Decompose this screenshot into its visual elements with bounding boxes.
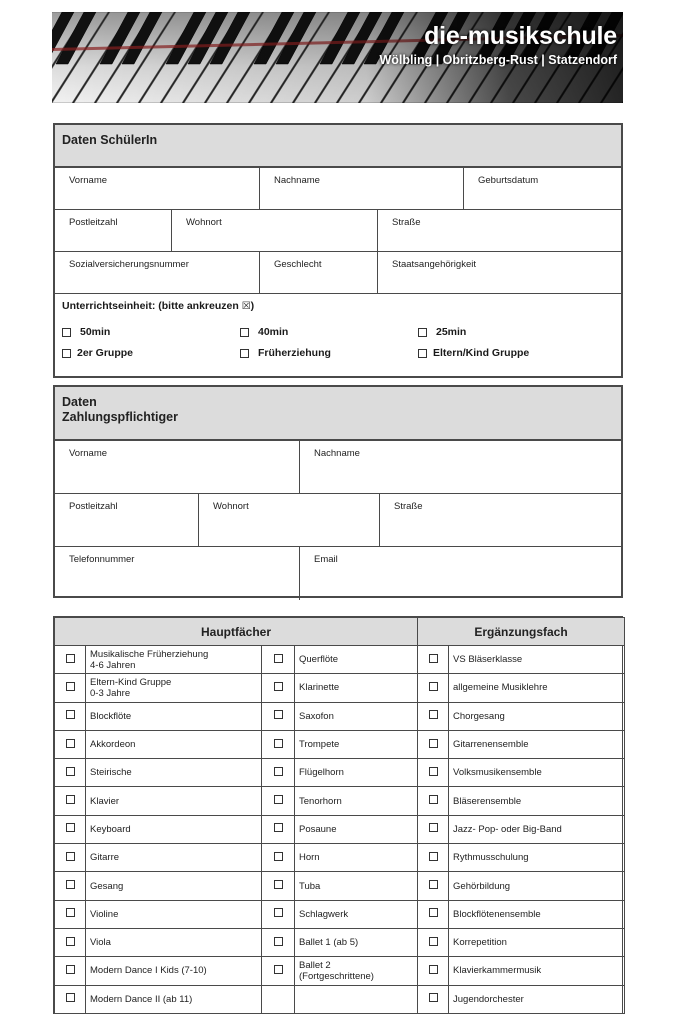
checkbox-cell — [262, 730, 295, 758]
supplementary-subject-label: Gitarrenensemble — [449, 730, 625, 758]
checkbox-cell — [418, 815, 449, 843]
checkbox-symbol-icon: ☒ — [241, 301, 251, 312]
main-subject-checkbox[interactable] — [66, 965, 75, 974]
checkbox-cell — [55, 815, 86, 843]
checkbox-cell — [55, 787, 86, 815]
main-subject-checkbox[interactable] — [66, 880, 75, 889]
main-subject-label: Horn — [295, 844, 418, 872]
checkbox-cell — [55, 730, 86, 758]
option-2er-gruppe[interactable]: 2er Gruppe — [62, 347, 240, 359]
main-subject-checkbox[interactable] — [66, 767, 75, 776]
student-row-personal — [55, 252, 621, 294]
main-subject-label: Gesang — [86, 872, 262, 900]
supplementary-subject-checkbox[interactable] — [429, 852, 438, 861]
checkbox-cell — [262, 900, 295, 928]
supplementary-subject-label: Klavierkammermusik — [449, 957, 625, 985]
checkbox-cell — [55, 985, 86, 1013]
main-subject-label: Steirische — [86, 759, 262, 787]
checkbox-cell — [55, 957, 86, 985]
supplementary-subject-label: Korrepetition — [449, 928, 625, 956]
payer-row-contact — [55, 547, 621, 600]
checkbox-cell — [418, 759, 449, 787]
main-subject-label: Musikalische Früherziehung 4-6 Jahren — [86, 646, 262, 674]
checkbox-cell — [418, 674, 449, 702]
supplementary-subject-label: Bläserensemble — [449, 787, 625, 815]
checkbox-cell — [55, 928, 86, 956]
main-subject-label: Blockflöte — [86, 702, 262, 730]
student-row-names — [55, 168, 621, 210]
main-subject-label: Viola — [86, 928, 262, 956]
table-row — [55, 730, 625, 758]
payer-last-name-field[interactable]: Nachname — [314, 448, 360, 459]
checkbox-cell — [418, 957, 449, 985]
table-row — [55, 787, 625, 815]
main-subject-checkbox[interactable] — [274, 937, 283, 946]
main-subject-label: Eltern-Kind Gruppe 0-3 Jahre — [86, 674, 262, 702]
checkbox-cell — [418, 900, 449, 928]
lesson-unit-area — [55, 294, 621, 365]
student-last-name-field[interactable]: Nachname — [260, 168, 464, 209]
supplementary-subject-checkbox[interactable] — [429, 795, 438, 804]
table-row — [55, 815, 625, 843]
main-subject-label: Schlagwerk — [295, 900, 418, 928]
main-subject-label: Querflöte — [295, 646, 418, 674]
supplementary-subject-label: Chorgesang — [449, 702, 625, 730]
main-subject-checkbox[interactable] — [66, 654, 75, 663]
checkbox[interactable] — [418, 349, 427, 358]
supplementary-subject-heading: Ergänzungsfach — [418, 618, 625, 646]
supplementary-subject-checkbox[interactable] — [429, 823, 438, 832]
supplementary-subject-label: VS Bläserklasse — [449, 646, 625, 674]
main-subject-label: Gitarre — [86, 844, 262, 872]
main-subject-checkbox[interactable] — [66, 852, 75, 861]
supplementary-subject-label: Blockflötenensemble — [449, 900, 625, 928]
checkbox[interactable] — [62, 349, 71, 358]
payer-city-field[interactable]: Wohnort — [199, 494, 380, 546]
option-eltern-kind-gruppe[interactable]: Eltern/Kind Gruppe — [418, 347, 608, 359]
main-subject-label: Modern Dance I Kids (7-10) — [86, 957, 262, 985]
table-row — [55, 928, 625, 956]
checkbox-cell — [262, 646, 295, 674]
supplementary-subject-label: Volksmusikensemble — [449, 759, 625, 787]
student-gender-field[interactable]: Geschlecht — [260, 252, 378, 293]
main-subject-label: Violine — [86, 900, 262, 928]
table-row — [55, 702, 625, 730]
school-name: die-musikschule — [424, 22, 617, 50]
checkbox-cell — [418, 985, 449, 1013]
table-row — [55, 872, 625, 900]
main-subject-label: Ballet 1 (ab 5) — [295, 928, 418, 956]
main-subject-label: Akkordeon — [86, 730, 262, 758]
main-subject-label: Klarinette — [295, 674, 418, 702]
payer-row-names — [55, 441, 621, 494]
main-subject-label: Ballet 2 (Fortgeschrittene) — [295, 957, 418, 985]
main-subject-checkbox[interactable] — [274, 710, 283, 719]
checkbox[interactable] — [62, 328, 71, 337]
main-subject-checkbox[interactable] — [274, 880, 283, 889]
main-subject-label: Flügelhorn — [295, 759, 418, 787]
supplementary-subject-checkbox[interactable] — [429, 880, 438, 889]
payer-section-heading: Daten Zahlungspflichtiger — [55, 387, 621, 441]
checkbox-cell — [55, 674, 86, 702]
main-subject-label: Posaune — [295, 815, 418, 843]
student-row-address — [55, 210, 621, 252]
main-subject-checkbox[interactable] — [274, 739, 283, 748]
main-subjects-heading: Hauptfächer — [55, 618, 418, 646]
checkbox-cell — [418, 646, 449, 674]
main-subject-checkbox[interactable] — [66, 682, 75, 691]
main-subject-checkbox[interactable] — [274, 767, 283, 776]
payer-phone-field[interactable]: Telefonnummer — [55, 547, 300, 600]
table-row — [55, 759, 625, 787]
checkbox-cell — [262, 787, 295, 815]
main-subject-checkbox[interactable] — [274, 795, 283, 804]
student-section-heading: Daten SchülerIn — [55, 125, 621, 168]
subjects-section — [53, 616, 623, 1014]
table-row — [55, 957, 625, 985]
checkbox[interactable] — [240, 328, 249, 337]
student-nationality-field[interactable]: Staatsangehörigkeit — [392, 259, 476, 270]
checkbox-cell — [262, 872, 295, 900]
main-subject-checkbox[interactable] — [274, 908, 283, 917]
student-birth-date-field[interactable]: Geburtsdatum — [478, 175, 539, 186]
checkbox-cell — [262, 759, 295, 787]
checkbox-cell — [418, 928, 449, 956]
payer-data-section — [53, 385, 623, 598]
option-25min[interactable]: 25min — [418, 326, 608, 338]
payer-street-field[interactable]: Straße — [394, 501, 423, 512]
checkbox-cell — [418, 872, 449, 900]
checkbox-cell — [262, 928, 295, 956]
table-row — [55, 985, 625, 1013]
student-social-security-field[interactable]: Sozialversicherungsnummer — [55, 252, 260, 293]
header-banner — [52, 12, 623, 103]
supplementary-subject-label: allgemeine Musiklehre — [449, 674, 625, 702]
subjects-table — [54, 617, 625, 1014]
empty-cell — [262, 985, 295, 1013]
payer-email-field[interactable]: Email — [314, 554, 338, 565]
payer-row-address — [55, 494, 621, 547]
supplementary-subject-checkbox[interactable] — [429, 908, 438, 917]
checkbox-cell — [418, 844, 449, 872]
checkbox-cell — [55, 702, 86, 730]
student-city-field[interactable]: Wohnort — [172, 210, 378, 251]
checkbox-cell — [55, 844, 86, 872]
main-subject-checkbox[interactable] — [274, 654, 283, 663]
option-frueherziehung[interactable]: Früherziehung — [240, 347, 418, 359]
main-subject-checkbox[interactable] — [66, 823, 75, 832]
supplementary-subject-checkbox[interactable] — [429, 937, 438, 946]
student-street-field[interactable]: Straße — [392, 217, 421, 228]
checkbox-cell — [262, 702, 295, 730]
checkbox-cell — [418, 787, 449, 815]
main-subject-checkbox[interactable] — [66, 739, 75, 748]
supplementary-subject-label: Jugendorchester — [449, 985, 625, 1013]
supplementary-subject-checkbox[interactable] — [429, 710, 438, 719]
supplementary-subject-checkbox[interactable] — [429, 993, 438, 1002]
main-subject-label: Saxofon — [295, 702, 418, 730]
lesson-unit-options — [62, 326, 614, 359]
main-subject-checkbox[interactable] — [274, 823, 283, 832]
main-subject-label: Trompete — [295, 730, 418, 758]
school-locations: Wölbling | Obritzberg-Rust | Statzendorf — [379, 53, 617, 67]
main-subject-label — [295, 985, 418, 1013]
checkbox-cell — [262, 815, 295, 843]
checkbox[interactable] — [418, 328, 427, 337]
payer-postal-code-field[interactable]: Postleitzahl — [55, 494, 199, 546]
checkbox-cell — [55, 900, 86, 928]
supplementary-subject-label: Rythmusschulung — [449, 844, 625, 872]
supplementary-subject-label: Gehörbildung — [449, 872, 625, 900]
main-subject-checkbox[interactable] — [274, 682, 283, 691]
table-row — [55, 646, 625, 674]
payer-first-name-field[interactable]: Vorname — [55, 441, 300, 493]
supplementary-subject-label: Jazz- Pop- oder Big-Band — [449, 815, 625, 843]
main-subject-label: Tenorhorn — [295, 787, 418, 815]
checkbox-cell — [262, 674, 295, 702]
main-subject-label: Keyboard — [86, 815, 262, 843]
checkbox-cell — [262, 957, 295, 985]
table-row — [55, 674, 625, 702]
main-subject-checkbox[interactable] — [66, 710, 75, 719]
main-subject-checkbox[interactable] — [274, 852, 283, 861]
main-subject-checkbox[interactable] — [274, 965, 283, 974]
main-subject-label: Tuba — [295, 872, 418, 900]
checkbox-cell — [55, 646, 86, 674]
checkbox-cell — [418, 730, 449, 758]
option-40min[interactable]: 40min — [240, 326, 418, 338]
supplementary-subject-checkbox[interactable] — [429, 965, 438, 974]
main-subject-checkbox[interactable] — [66, 795, 75, 804]
checkbox[interactable] — [240, 349, 249, 358]
supplementary-subject-checkbox[interactable] — [429, 767, 438, 776]
main-subject-label: Modern Dance II (ab 11) — [86, 985, 262, 1013]
main-subject-label: Klavier — [86, 787, 262, 815]
student-postal-code-field[interactable]: Postleitzahl — [55, 210, 172, 251]
checkbox-cell — [262, 844, 295, 872]
checkbox-cell — [55, 759, 86, 787]
table-row — [55, 900, 625, 928]
table-row — [55, 844, 625, 872]
lesson-unit-label: Unterrichtseinheit: (bitte ankreuzen ☒) — [62, 300, 255, 312]
supplementary-subject-checkbox[interactable] — [429, 739, 438, 748]
main-subject-checkbox[interactable] — [66, 937, 75, 946]
supplementary-subject-checkbox[interactable] — [429, 654, 438, 663]
student-first-name-field[interactable]: Vorname — [55, 168, 260, 209]
main-subject-checkbox[interactable] — [66, 993, 75, 1002]
checkbox-cell — [418, 702, 449, 730]
option-50min[interactable]: 50min — [62, 326, 240, 338]
student-data-section — [53, 123, 623, 378]
supplementary-subject-checkbox[interactable] — [429, 682, 438, 691]
checkbox-cell — [55, 872, 86, 900]
main-subject-checkbox[interactable] — [66, 908, 75, 917]
